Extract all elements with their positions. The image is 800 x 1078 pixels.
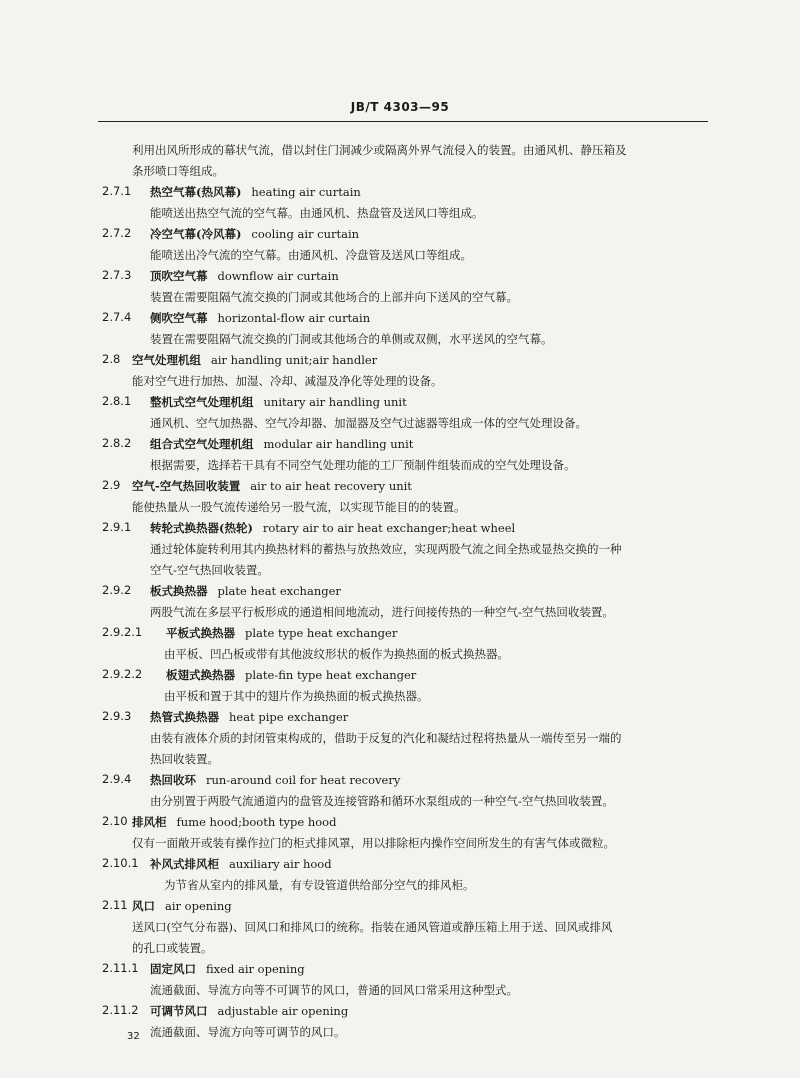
term-chinese: 板式换热器 bbox=[150, 584, 208, 598]
term-english: fume hood;booth type hood bbox=[176, 815, 337, 829]
term-english: cooling air curtain bbox=[251, 227, 360, 241]
term-english: unitary air handling unit bbox=[263, 395, 407, 409]
definition-text: 流通截面、导流方向等可调节的风口。 bbox=[150, 1025, 346, 1039]
section-number: 2.11.2 bbox=[102, 1003, 139, 1017]
page-header-std-code: JB/T 4303—95 bbox=[350, 100, 450, 114]
term-chinese: 风口 bbox=[132, 899, 155, 913]
definition-text: 通过轮体旋转利用其内换热材料的蓄热与放热效应，实现两股气流之间全热或显热交换的一种 bbox=[150, 542, 622, 556]
term-chinese: 热空气幕(热风幕) bbox=[150, 185, 242, 199]
term-english: rotary air to air heat exchanger;heat wheel bbox=[262, 521, 516, 535]
section-number: 2.10 bbox=[102, 814, 128, 828]
term-english: plate type heat exchanger bbox=[245, 626, 398, 640]
term-chinese: 顶吹空气幕 bbox=[150, 269, 208, 283]
section-number: 2.9.2 bbox=[102, 583, 132, 597]
term-chinese: 固定风口 bbox=[150, 962, 196, 976]
term-heading bbox=[150, 226, 359, 242]
term-heading bbox=[132, 814, 336, 830]
term-english: air to air heat recovery unit bbox=[250, 479, 412, 493]
term-heading bbox=[150, 184, 361, 200]
term-chinese: 热回收环 bbox=[150, 773, 196, 787]
term-chinese: 转轮式换热器(热轮) bbox=[150, 521, 253, 535]
term-chinese: 排风柜 bbox=[132, 815, 167, 829]
definition-text: 热回收装置。 bbox=[150, 752, 219, 766]
definition-text: 能喷送出冷气流的空气幕。由通风机、冷盘管及送风口等组成。 bbox=[150, 248, 472, 262]
term-english: plate-fin type heat exchanger bbox=[245, 668, 417, 682]
term-english: horizontal-flow air curtain bbox=[217, 311, 371, 325]
section-number: 2.8.2 bbox=[102, 436, 132, 450]
term-chinese: 板翅式换热器 bbox=[166, 668, 235, 682]
definition-text: 能对空气进行加热、加湿、冷却、减湿及净化等处理的设备。 bbox=[132, 374, 443, 388]
definition-text: 两股气流在多层平行板形成的通道相间地流动，进行间接传热的一种空气-空气热回收装置。 bbox=[150, 605, 614, 619]
term-english: air handling unit;air handler bbox=[211, 353, 378, 367]
term-heading bbox=[150, 268, 339, 284]
definition-text: 空气-空气热回收装置。 bbox=[150, 563, 269, 577]
term-english: modular air handling unit bbox=[263, 437, 414, 451]
term-chinese: 组合式空气处理机组 bbox=[150, 437, 254, 451]
definition-text: 的孔口或装置。 bbox=[132, 941, 213, 955]
section-number: 2.9.2.1 bbox=[102, 625, 143, 639]
term-chinese: 空气处理机组 bbox=[132, 353, 201, 367]
definition-text: 由平板、凹凸板或带有其他波纹形状的板作为换热面的板式换热器。 bbox=[164, 647, 509, 661]
term-heading bbox=[150, 436, 413, 452]
term-english: fixed air opening bbox=[206, 962, 305, 976]
definition-text: 由分别置于两股气流通道内的盘管及连接管路和循环水泵组成的一种空气-空气热回收装置。 bbox=[150, 794, 614, 808]
term-chinese: 平板式换热器 bbox=[166, 626, 235, 640]
term-chinese: 侧吹空气幕 bbox=[150, 311, 208, 325]
definition-text: 装置在需要阻隔气流交换的门洞或其他场合的上部并向下送风的空气幕。 bbox=[150, 290, 518, 304]
term-heading bbox=[132, 352, 377, 368]
term-heading bbox=[150, 856, 332, 872]
section-number: 2.9.3 bbox=[102, 709, 132, 723]
term-heading bbox=[132, 898, 232, 914]
definition-text: 条形喷口等组成。 bbox=[132, 164, 224, 178]
term-heading bbox=[166, 625, 397, 641]
section-number: 2.7.3 bbox=[102, 268, 132, 282]
term-english: plate heat exchanger bbox=[217, 584, 341, 598]
section-number: 2.9.2.2 bbox=[102, 667, 143, 681]
term-english: air opening bbox=[165, 899, 232, 913]
definition-text: 根据需要，选择若干具有不同空气处理功能的工厂预制件组装而成的空气处理设备。 bbox=[150, 458, 576, 472]
section-number: 2.7.1 bbox=[102, 184, 132, 198]
definition-text: 送风口(空气分布器)、回风口和排风口的统称。指装在通风管道或静压箱上用于送、回风或排风 bbox=[132, 920, 613, 934]
term-heading bbox=[166, 667, 416, 683]
definition-text: 通风机、空气加热器、空气冷却器、加湿器及空气过滤器等组成一体的空气处理设备。 bbox=[150, 416, 587, 430]
term-english: downflow air curtain bbox=[217, 269, 339, 283]
definition-text: 流通截面、导流方向等不可调节的风口，普通的回风口常采用这种型式。 bbox=[150, 983, 518, 997]
term-chinese: 热管式换热器 bbox=[150, 710, 219, 724]
term-heading bbox=[150, 520, 515, 536]
definition-text: 仅有一面敞开或装有操作拉门的柜式排风罩，用以排除柜内操作空间所发生的有害气体或微粒。 bbox=[132, 836, 615, 850]
term-chinese: 补风式排风柜 bbox=[150, 857, 219, 871]
section-number: 2.9.4 bbox=[102, 772, 132, 786]
term-heading bbox=[150, 709, 348, 725]
page-number: 32 bbox=[127, 1031, 140, 1042]
term-heading bbox=[150, 394, 407, 410]
term-english: adjustable air opening bbox=[217, 1004, 349, 1018]
definition-text: 装置在需要阻隔气流交换的门洞或其他场合的单侧或双侧，水平送风的空气幕。 bbox=[150, 332, 553, 346]
definition-text: 为节省从室内的排风量，有专设管道供给部分空气的排风柜。 bbox=[164, 878, 475, 892]
section-number: 2.9 bbox=[102, 478, 121, 492]
term-english: run-around coil for heat recovery bbox=[206, 773, 401, 787]
term-english: heat pipe exchanger bbox=[229, 710, 349, 724]
section-number: 2.11.1 bbox=[102, 961, 139, 975]
section-number: 2.11 bbox=[102, 898, 128, 912]
term-heading bbox=[132, 478, 412, 494]
term-heading bbox=[150, 583, 341, 599]
definition-text: 能使热量从一股气流传递给另一股气流，以实现节能目的的装置。 bbox=[132, 500, 466, 514]
term-chinese: 冷空气幕(冷风幕) bbox=[150, 227, 242, 241]
term-chinese: 空气-空气热回收装置 bbox=[132, 479, 241, 493]
term-heading bbox=[150, 310, 370, 326]
section-number: 2.8 bbox=[102, 352, 121, 366]
definition-text: 能喷送出热空气流的空气幕。由通风机、热盘管及送风口等组成。 bbox=[150, 206, 484, 220]
definition-text: 由装有液体介质的封闭管束构成的，借助于反复的汽化和凝结过程将热量从一端传至另一端的 bbox=[150, 731, 622, 745]
section-number: 2.10.1 bbox=[102, 856, 139, 870]
section-number: 2.9.1 bbox=[102, 520, 132, 534]
term-heading bbox=[150, 961, 305, 977]
term-heading bbox=[150, 772, 400, 788]
term-english: auxiliary air hood bbox=[229, 857, 332, 871]
section-number: 2.7.4 bbox=[102, 310, 132, 324]
header-rule bbox=[98, 121, 708, 122]
section-number: 2.8.1 bbox=[102, 394, 132, 408]
term-chinese: 可调节风口 bbox=[150, 1004, 208, 1018]
term-chinese: 整机式空气处理机组 bbox=[150, 395, 254, 409]
section-number: 2.7.2 bbox=[102, 226, 132, 240]
term-heading bbox=[150, 1003, 348, 1019]
definition-text: 利用出风所形成的幕状气流，借以封住门洞减少或隔离外界气流侵入的装置。由通风机、静压箱及 bbox=[132, 143, 627, 157]
term-english: heating air curtain bbox=[251, 185, 361, 199]
definition-text: 由平板和置于其中的翅片作为换热面的板式换热器。 bbox=[164, 689, 429, 703]
